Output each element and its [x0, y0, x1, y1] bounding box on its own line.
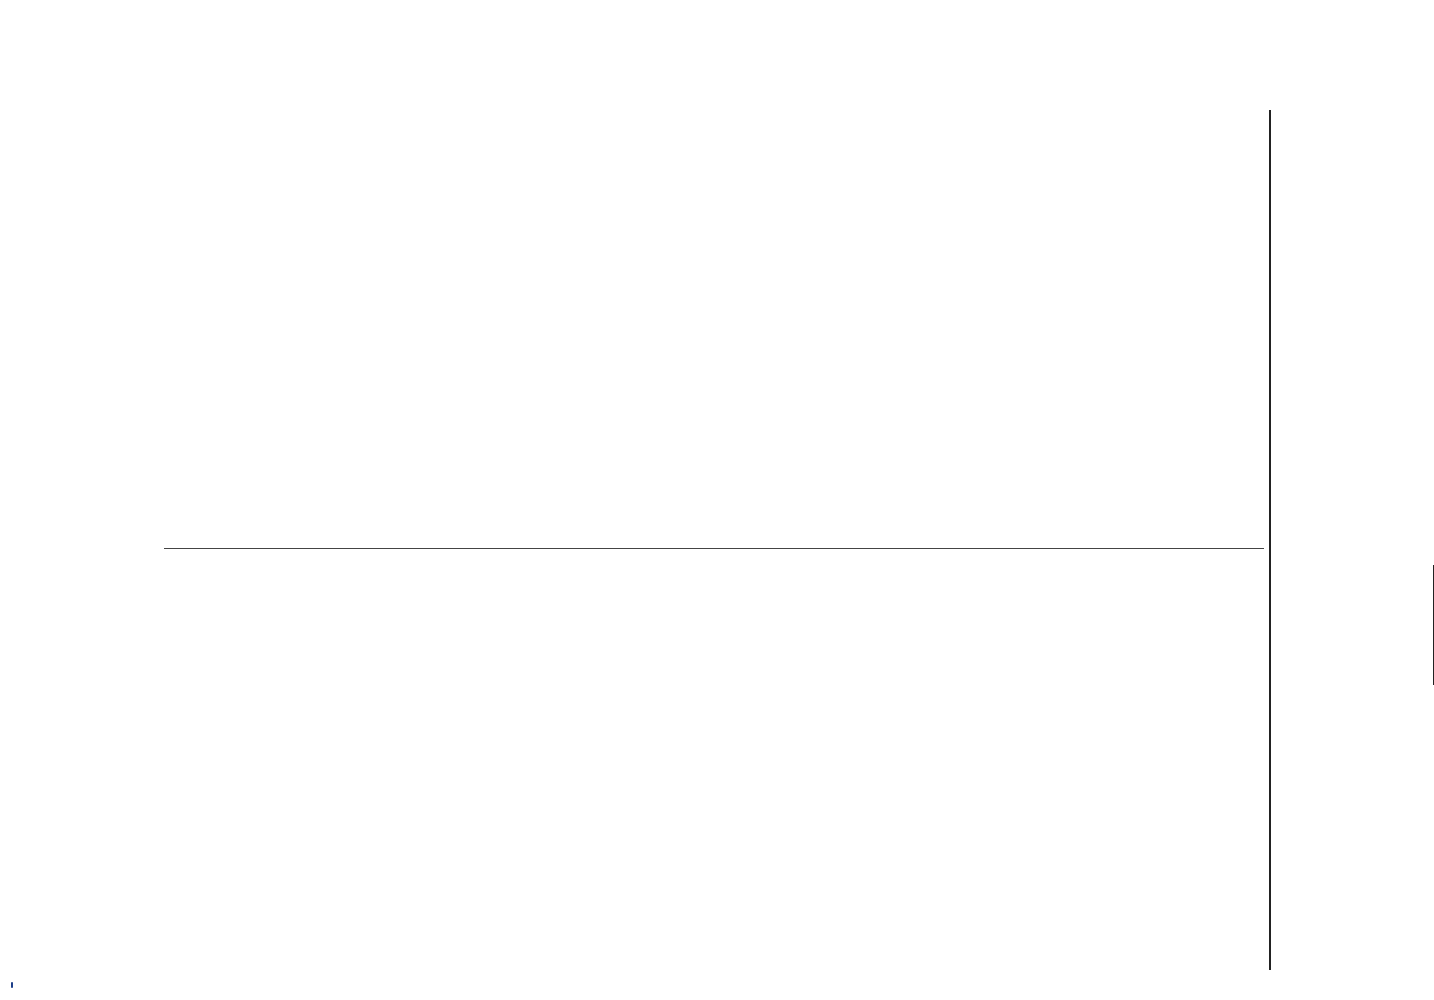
digitization-credit [2, 0, 22, 1000]
dfg-logo [11, 982, 13, 988]
column-rule [164, 548, 1264, 549]
header-rule [1269, 110, 1271, 970]
page-header [1273, 110, 1299, 970]
page-content [0, 110, 1434, 970]
